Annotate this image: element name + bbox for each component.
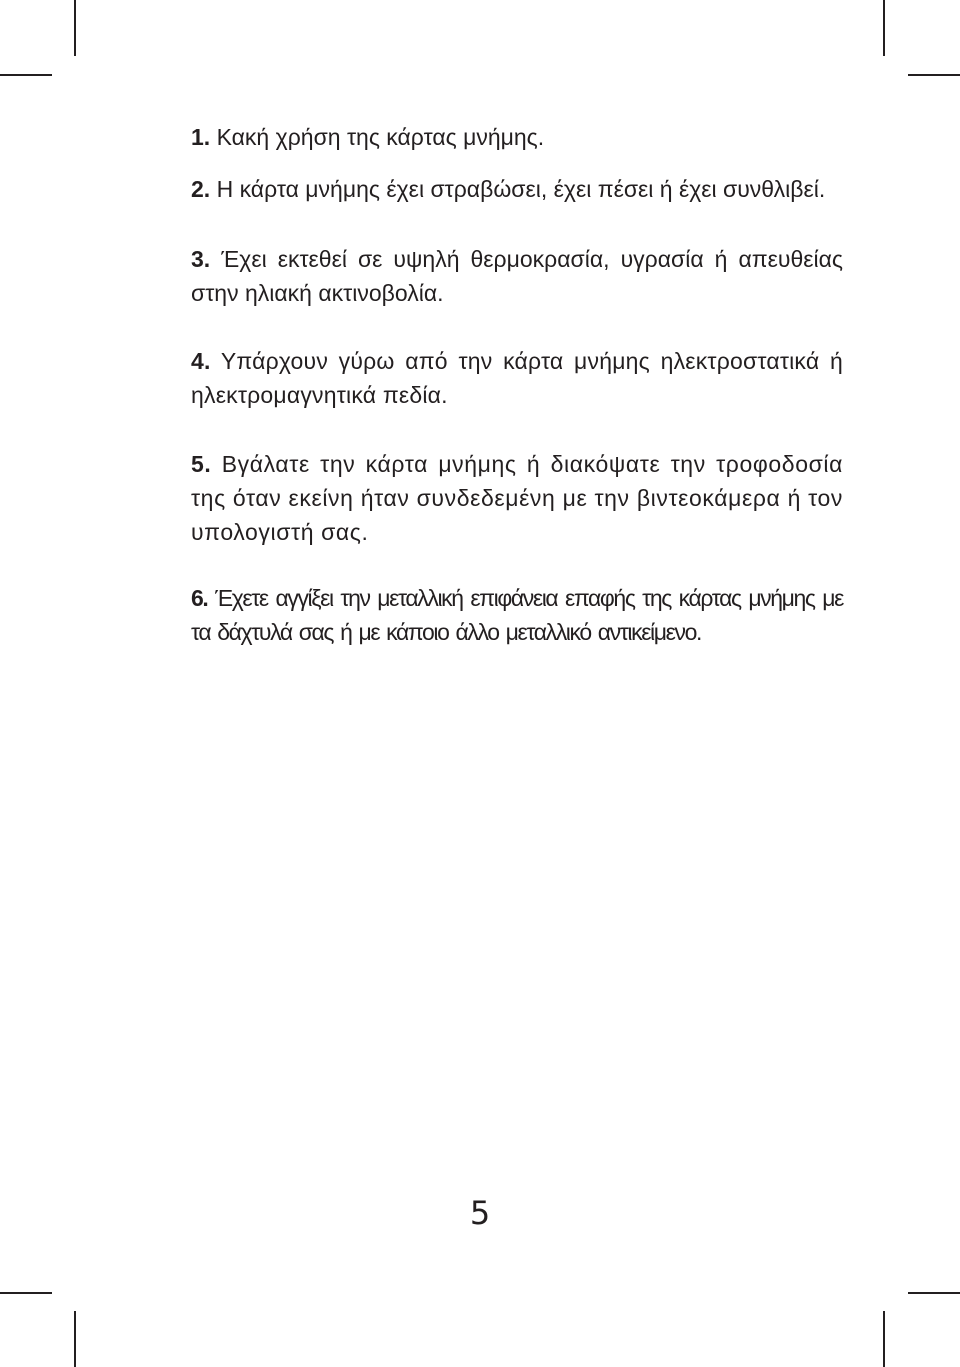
crop-mark-bottom-right-vertical <box>883 1311 885 1367</box>
item-number: 1. <box>191 124 211 150</box>
item-number: 2. <box>191 176 211 202</box>
list-item-4 <box>191 344 843 412</box>
crop-mark-top-right-vertical <box>883 0 885 56</box>
page-number: 5 <box>469 1194 491 1232</box>
item-number: 5. <box>191 451 212 477</box>
item-text: Έχει εκτεθεί σε υψηλή θερμοκρασία, υγρασία ή απευθείας στην ηλιακή ακτινοβολία. <box>191 246 843 306</box>
crop-mark-bottom-right-horizontal <box>908 1292 960 1294</box>
crop-mark-bottom-left-horizontal <box>0 1292 52 1294</box>
list-item-5 <box>191 447 843 549</box>
crop-mark-top-left-horizontal <box>0 74 52 76</box>
list-item-6 <box>191 581 843 649</box>
crop-mark-top-right-horizontal <box>908 74 960 76</box>
item-text: Βγάλατε την κάρτα μνήμης ή διακόψατε την τροφοδοσία της όταν εκείνη ήταν συνδεδεμένη με την βιντεοκάμερα ή τον υπολογιστή σας. <box>191 451 843 545</box>
list-item-1 <box>191 120 843 154</box>
list-item-3 <box>191 242 843 310</box>
item-text: Κακή χρήση της κάρτας μνήμης. <box>210 124 545 150</box>
instruction-list <box>191 120 843 649</box>
item-text: Υπάρχουν γύρω από την κάρτα μνήμης ηλεκτροστατικά ή ηλεκτρομαγνητικά πεδία. <box>191 348 843 408</box>
item-text: Έχετε αγγίξει την μεταλλική επιφάνεια επαφής της κάρτας μνήμης με τα δάχτυλά σας ή με κάποιο άλλο μεταλλικό αντικείμενο. <box>191 585 843 645</box>
crop-mark-top-left-vertical <box>74 0 76 56</box>
item-number: 6. <box>191 585 208 611</box>
crop-mark-bottom-left-vertical <box>74 1311 76 1367</box>
list-item-2 <box>191 172 843 206</box>
item-text: Η κάρτα μνήμης έχει στραβώσει, έχει πέσει ή έχει συνθλιβεί. <box>210 176 826 202</box>
item-number: 3. <box>191 246 211 272</box>
item-number: 4. <box>191 348 211 374</box>
